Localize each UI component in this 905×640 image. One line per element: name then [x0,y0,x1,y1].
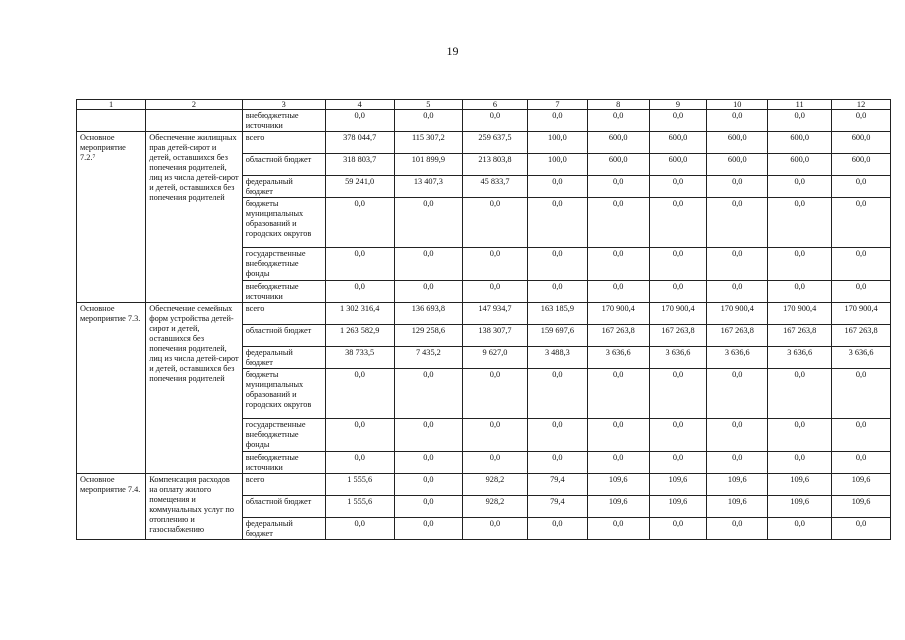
funding-source: внебюджетные источники [242,110,325,132]
value-cell: 3 488,3 [528,347,588,369]
column-number: 8 [587,100,649,110]
value-cell: 600,0 [649,154,707,176]
value-cell: 109,6 [707,496,768,518]
measure-name: Основное мероприятие 7.3. [77,303,146,474]
value-cell: 109,6 [587,496,649,518]
value-cell: 101 899,9 [394,154,462,176]
value-cell: 0,0 [649,248,707,281]
column-number: 2 [146,100,243,110]
column-number: 10 [707,100,768,110]
value-cell: 0,0 [394,281,462,303]
value-cell: 0,0 [832,419,891,452]
value-cell: 163 185,9 [528,303,588,325]
value-cell: 0,0 [768,176,832,198]
value-cell: 0,0 [832,110,891,132]
value-cell: 1 555,6 [325,474,394,496]
measure-description: Обеспечение семейных форм устройства детей-сирот и детей, оставшихся без попечения родителей, лиц из числа детей-сирот и детей, оставшихся без попечения родителей [146,303,243,474]
measure-description-cell [146,110,243,132]
column-number: 4 [325,100,394,110]
value-cell: 59 241,0 [325,176,394,198]
funding-source: областной бюджет [242,496,325,518]
value-cell: 0,0 [832,198,891,248]
value-cell: 38 733,5 [325,347,394,369]
value-cell: 0,0 [649,452,707,474]
value-cell: 0,0 [587,198,649,248]
value-cell: 109,6 [768,474,832,496]
value-cell: 3 636,6 [832,347,891,369]
value-cell: 109,6 [649,474,707,496]
value-cell: 0,0 [528,419,588,452]
measure-name-cell [77,110,146,132]
column-number: 11 [768,100,832,110]
measure-description: Обеспечение жилищных прав детей-сирот и детей, оставшихся без попечения родителей, лиц из числа детей-сирот и детей, оставшихся без попечения родителей [146,132,243,303]
value-cell: 136 693,8 [394,303,462,325]
value-cell: 170 900,4 [832,303,891,325]
value-cell: 0,0 [649,281,707,303]
value-cell: 0,0 [528,518,588,540]
value-cell: 170 900,4 [649,303,707,325]
value-cell: 0,0 [768,110,832,132]
value-cell: 109,6 [707,474,768,496]
value-cell: 0,0 [768,248,832,281]
value-cell: 0,0 [325,198,394,248]
value-cell: 600,0 [768,132,832,154]
value-cell: 0,0 [587,281,649,303]
value-cell: 0,0 [528,369,588,419]
value-cell: 0,0 [649,518,707,540]
value-cell: 0,0 [832,248,891,281]
value-cell: 600,0 [768,154,832,176]
value-cell: 79,4 [528,474,588,496]
value-cell: 0,0 [394,474,462,496]
value-cell: 0,0 [528,110,588,132]
value-cell: 167 263,8 [707,325,768,347]
value-cell: 45 833,7 [462,176,527,198]
funding-source: внебюджетные источники [242,281,325,303]
value-cell: 0,0 [462,110,527,132]
value-cell: 109,6 [768,496,832,518]
funding-source: федеральный бюджет [242,176,325,198]
value-cell: 0,0 [768,518,832,540]
value-cell: 0,0 [707,369,768,419]
value-cell: 79,4 [528,496,588,518]
value-cell: 0,0 [462,248,527,281]
value-cell: 259 637,5 [462,132,527,154]
funding-source: всего [242,132,325,154]
value-cell: 0,0 [707,419,768,452]
value-cell: 109,6 [832,474,891,496]
value-cell: 0,0 [462,369,527,419]
value-cell: 0,0 [462,198,527,248]
value-cell: 0,0 [768,369,832,419]
value-cell: 1 263 582,9 [325,325,394,347]
table-row [77,110,891,132]
value-cell: 600,0 [587,132,649,154]
value-cell: 0,0 [707,248,768,281]
value-cell: 0,0 [325,248,394,281]
table-body [77,110,891,540]
value-cell: 0,0 [528,198,588,248]
funding-source: внебюджетные источники [242,452,325,474]
value-cell: 0,0 [832,176,891,198]
value-cell: 0,0 [528,452,588,474]
value-cell: 0,0 [462,518,527,540]
value-cell: 0,0 [394,496,462,518]
value-cell: 0,0 [394,369,462,419]
value-cell: 600,0 [707,154,768,176]
value-cell: 0,0 [649,176,707,198]
value-cell: 167 263,8 [768,325,832,347]
value-cell: 100,0 [528,154,588,176]
value-cell: 13 407,3 [394,176,462,198]
column-number: 3 [242,100,325,110]
value-cell: 7 435,2 [394,347,462,369]
value-cell: 147 934,7 [462,303,527,325]
funding-source: бюджеты муниципальных образований и городских округов [242,369,325,419]
value-cell: 0,0 [528,176,588,198]
value-cell: 600,0 [587,154,649,176]
value-cell: 170 900,4 [587,303,649,325]
funding-source: областной бюджет [242,154,325,176]
value-cell: 109,6 [587,474,649,496]
value-cell: 138 307,7 [462,325,527,347]
value-cell: 0,0 [649,198,707,248]
value-cell: 0,0 [325,518,394,540]
value-cell: 167 263,8 [832,325,891,347]
value-cell: 0,0 [325,110,394,132]
value-cell: 167 263,8 [587,325,649,347]
value-cell: 115 307,2 [394,132,462,154]
value-cell: 378 044,7 [325,132,394,154]
value-cell: 3 636,6 [768,347,832,369]
value-cell: 0,0 [462,452,527,474]
value-cell: 9 627,0 [462,347,527,369]
table-row [77,303,891,325]
value-cell: 0,0 [462,419,527,452]
column-number: 5 [394,100,462,110]
value-cell: 928,2 [462,496,527,518]
value-cell: 0,0 [707,176,768,198]
value-cell: 0,0 [649,419,707,452]
value-cell: 0,0 [394,248,462,281]
value-cell: 0,0 [832,518,891,540]
value-cell: 0,0 [832,281,891,303]
value-cell: 0,0 [707,452,768,474]
funding-source: всего [242,474,325,496]
value-cell: 170 900,4 [768,303,832,325]
value-cell: 0,0 [832,452,891,474]
value-cell: 0,0 [394,419,462,452]
value-cell: 0,0 [649,369,707,419]
value-cell: 600,0 [649,132,707,154]
value-cell: 0,0 [768,419,832,452]
value-cell: 0,0 [707,198,768,248]
value-cell: 109,6 [832,496,891,518]
value-cell: 100,0 [528,132,588,154]
value-cell: 0,0 [325,369,394,419]
page-number: 19 [446,44,459,58]
column-number: 12 [832,100,891,110]
funding-source: федеральный бюджет [242,518,325,540]
funding-source: государственные внебюджетные фонды [242,419,325,452]
value-cell: 3 636,6 [707,347,768,369]
value-cell: 0,0 [394,198,462,248]
value-cell: 600,0 [707,132,768,154]
value-cell: 0,0 [394,110,462,132]
measure-name: Основное мероприятие 7.2.⁷ [77,132,146,303]
measure-name: Основное мероприятие 7.4. [77,474,146,540]
value-cell: 928,2 [462,474,527,496]
value-cell: 0,0 [768,281,832,303]
value-cell: 0,0 [528,281,588,303]
value-cell: 1 555,6 [325,496,394,518]
column-number-row [77,100,891,110]
measure-description: Компенсация расходов на оплату жилого помещения и коммунальных услуг по отоплению и газоснабжению [146,474,243,540]
value-cell: 0,0 [587,518,649,540]
value-cell: 0,0 [587,452,649,474]
value-cell: 0,0 [325,452,394,474]
column-number: 9 [649,100,707,110]
value-cell: 318 803,7 [325,154,394,176]
column-number: 6 [462,100,527,110]
value-cell: 0,0 [649,110,707,132]
value-cell: 0,0 [707,518,768,540]
table-row [77,132,891,154]
value-cell: 129 258,6 [394,325,462,347]
funding-source: областной бюджет [242,325,325,347]
value-cell: 167 263,8 [649,325,707,347]
value-cell: 0,0 [587,110,649,132]
value-cell: 0,0 [462,281,527,303]
value-cell: 170 900,4 [707,303,768,325]
value-cell: 0,0 [832,369,891,419]
column-number: 7 [528,100,588,110]
value-cell: 213 803,8 [462,154,527,176]
value-cell: 109,6 [649,496,707,518]
value-cell: 1 302 316,4 [325,303,394,325]
funding-source: государственные внебюджетные фонды [242,248,325,281]
value-cell: 0,0 [587,176,649,198]
value-cell: 3 636,6 [587,347,649,369]
budget-table [76,99,891,540]
value-cell: 0,0 [707,281,768,303]
value-cell: 0,0 [325,419,394,452]
table-row [77,474,891,496]
value-cell: 0,0 [768,452,832,474]
funding-source: бюджеты муниципальных образований и городских округов [242,198,325,248]
value-cell: 0,0 [394,518,462,540]
table-header [77,100,891,110]
value-cell: 0,0 [587,369,649,419]
value-cell: 0,0 [587,419,649,452]
funding-source: федеральный бюджет [242,347,325,369]
funding-source: всего [242,303,325,325]
value-cell: 159 697,6 [528,325,588,347]
value-cell: 0,0 [587,248,649,281]
column-number: 1 [77,100,146,110]
value-cell: 600,0 [832,132,891,154]
value-cell: 3 636,6 [649,347,707,369]
value-cell: 600,0 [832,154,891,176]
value-cell: 0,0 [528,248,588,281]
value-cell: 0,0 [325,281,394,303]
value-cell: 0,0 [707,110,768,132]
value-cell: 0,0 [394,452,462,474]
value-cell: 0,0 [768,198,832,248]
